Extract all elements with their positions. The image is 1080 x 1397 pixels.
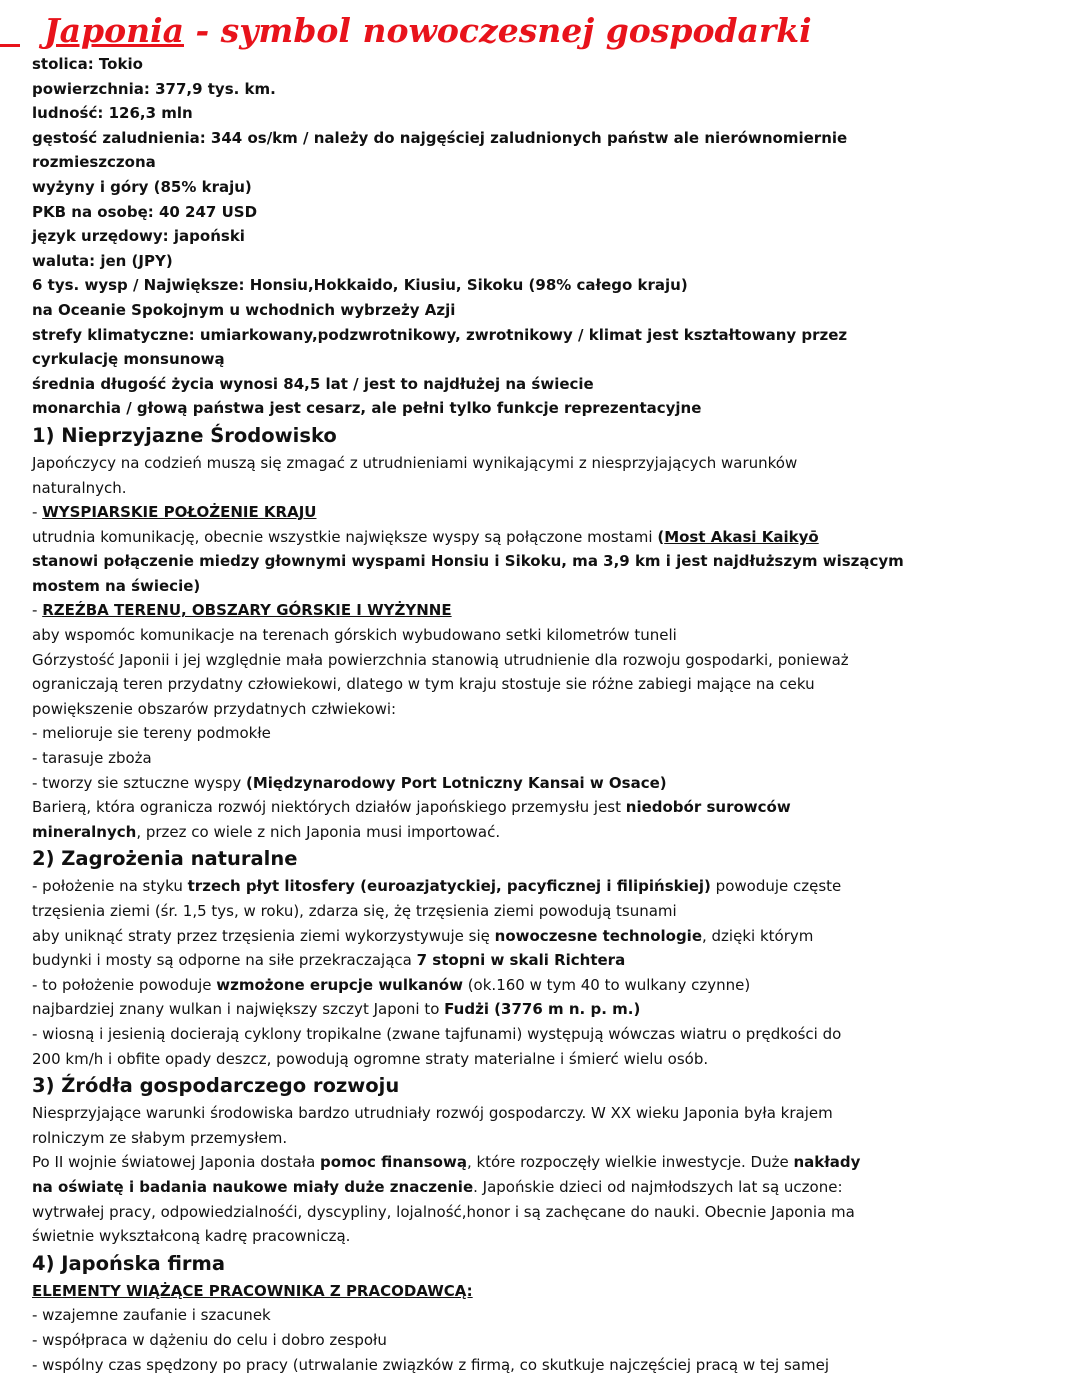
fact-line: 6 tys. wysp / Największe: Honsiu,Hokkaido, Kiusiu, Sikoku (98% całego kraju): [32, 276, 688, 295]
paragraph-line: aby wspomóc komunikacje na terenach górskich wybudowano setki kilometrów tuneli: [32, 626, 677, 645]
fact-line: język urzędowy: japoński: [32, 227, 245, 246]
paragraph-line: Japończycy na codzień muszą się zmagać z utrudnieniami wynikającymi z niesprzyjających warunków: [32, 453, 798, 472]
paragraph-line: [32, 820, 1052, 845]
paragraph-line: 200 km/h i obfite opady deszcz, powodują ogromne straty materialne i śmierć wielu osób.: [32, 1049, 709, 1068]
paragraph-line: [32, 525, 1052, 550]
text-span: . Japońskie dzieci od najmłodszych lat są uczone:: [473, 1177, 843, 1196]
paragraph-line: [32, 1175, 1052, 1200]
fact-line: średnia długość życia wynosi 84,5 lat / jest to najdłużej na świecie: [32, 374, 594, 393]
text-span: pomoc finansową: [320, 1153, 467, 1172]
subheading-terrain: [32, 598, 1052, 623]
text-span: aby uniknąć straty przez trzęsienia ziemi wykorzystywuje się: [32, 926, 495, 945]
list-item: - melioruje sie tereny podmokłe: [32, 724, 271, 743]
paragraph-line: [32, 1150, 1052, 1175]
bridge-name: Most Akasi Kaikyō: [664, 527, 819, 546]
text-span: nakłady: [793, 1153, 861, 1172]
paragraph-line: trzęsienia ziemi (śr. 1,5 tys, w roku), zdarza się, żę trzęsienia ziemi powodują tsunami: [32, 902, 677, 920]
text-span: trzech płyt litosfery (euroazjatyckiej, pacyficznej i filipińskiej): [187, 877, 711, 896]
subheading-employee-bonds: ELEMENTY WIĄŻĄCE PRACOWNIKA Z PRACODAWCĄ:: [32, 1281, 473, 1300]
text-span: Barierą, która ogranicza rozwój niektórych działów japońskiego przemysłu jest: [32, 798, 626, 817]
document-body: [32, 52, 1052, 1377]
title-rest: - symbol nowoczesnej gospodarki: [184, 11, 812, 50]
paragraph-line: ograniczają teren przydatny człowiekowi, dlatego w tym kraju stostuje sie różne zabiegi mające na ceku: [32, 675, 815, 694]
fact-line: waluta: jen (JPY): [32, 251, 173, 270]
paragraph-line: [32, 997, 1052, 1022]
page-title: [44, 8, 812, 54]
paragraph-line: powiększenie obszarów przydatnych człwiekowi:: [32, 699, 397, 718]
paragraph-line: [32, 795, 1052, 820]
text-span: mineralnych: [32, 822, 137, 841]
fact-line: rozmieszczona: [32, 153, 156, 172]
paragraph-line: Górzystość Japonii i jej względnie mała powierzchnia stanowią utrudnienie dla rozwoju gospodarki, ponieważ: [32, 650, 849, 669]
paragraph-line: świetnie wykształconą kadrę pracowniczą.: [32, 1227, 351, 1246]
paragraph-line: Niesprzyjające warunki środowiska bardzo utrudniały rozwój gospodarczy. W XX wieku Japonia była krajem: [32, 1104, 833, 1123]
text-span: - położenie na styku: [32, 877, 188, 896]
text-span: budynki i mosty są odporne na siłe przekraczająca: [32, 951, 417, 970]
paragraph-line: [32, 948, 1052, 973]
paragraph-line: wytrwałej pracy, odpowiedzialnośći, dyscypliny, lojalność,honor i są zachęcane do nauki. Obecnie Japonia ma: [32, 1202, 855, 1221]
paragraph-line: [32, 924, 1052, 949]
dash: -: [32, 503, 43, 522]
text-span: najbardziej znany wulkan i największy szczyt Japoni to: [32, 1000, 445, 1019]
text-span: niedobór surowców: [625, 798, 791, 817]
text-span: utrudnia komunikację, obecnie wszystkie największe wyspy są połączone mostami: [32, 527, 658, 546]
text-span: (Międzynarodowy Port Lotniczny Kansai w Osace): [246, 773, 667, 792]
subheading-text: WYSPIARSKIE POŁOŻENIE KRAJU: [42, 503, 317, 522]
text-span: - tworzy sie sztuczne wyspy: [32, 773, 246, 792]
text-span: Po II wojnie światowej Japonia dostała: [32, 1153, 321, 1172]
red-margin-line: [0, 44, 20, 47]
dash: -: [32, 601, 43, 620]
paragraph-line: - wiosną i jesienią docierają cyklony tropikalne (zwane tajfunami) występują wówczas wiatru o prędkości do: [32, 1024, 842, 1043]
list-item: - wspólny czas spędzony po pracy (utrwalanie związków z firmą, co skutkuje najczęściej pracą w tej samej: [32, 1355, 829, 1374]
text-span: wzmożone erupcje wulkanów: [216, 975, 463, 994]
fact-line: stolica: Tokio: [32, 55, 143, 73]
fact-line: cyrkulację monsunową: [32, 350, 225, 369]
paragraph-line: stanowi połączenie miedzy głownymi wyspami Honsiu i Sikoku, ma 3,9 km i jest najdłuższym wiszącym: [32, 552, 904, 571]
text-span: (: [657, 527, 665, 546]
fact-line: wyżyny i góry (85% kraju): [32, 177, 252, 196]
section-heading-japanese-company: 4) Japońska firma: [32, 1251, 225, 1275]
paragraph-line: rolniczym ze słabym przemysłem.: [32, 1128, 288, 1147]
text-span: (ok.160 w tym 40 to wulkany czynne): [462, 975, 751, 994]
fact-line: PKB na osobę: 40 247 USD: [32, 202, 258, 221]
text-span: - to położenie powoduje: [32, 975, 217, 994]
list-item: - tarasuje zboża: [32, 749, 152, 768]
paragraph-line: [32, 973, 1052, 998]
paragraph-line: naturalnych.: [32, 478, 127, 497]
fact-line: powierzchnia: 377,9 tys. km.: [32, 79, 276, 98]
text-span: nowoczesne technologie: [494, 926, 702, 945]
paragraph-line: mostem na świecie): [32, 576, 201, 595]
text-span: , przez co wiele z nich Japonia musi importować.: [136, 822, 501, 841]
subheading-text: RZEŹBA TERENU, OBSZARY GÓRSKIE I WYŻYNNE: [42, 601, 452, 620]
text-span: Fudżi (3776 m n. p. m.): [444, 1000, 641, 1019]
fact-line: strefy klimatyczne: umiarkowany,podzwrotnikowy, zwrotnikowy / klimat jest kształtowany przez: [32, 325, 848, 344]
section-heading-economic-growth: 3) Źródła gospodarczego rozwoju: [32, 1074, 400, 1098]
text-span: na oświatę i badania naukowe miały duże znaczenie: [32, 1177, 474, 1196]
section-heading-environment: 1) Nieprzyjazne Środowisko: [32, 423, 337, 447]
text-span: , które rozpoczęły wielkie inwestycje. Duże: [466, 1153, 794, 1172]
section-heading-natural-hazards: 2) Zagrożenia naturalne: [32, 847, 298, 871]
fact-line: monarchia / głową państwa jest cesarz, ale pełni tylko funkcje reprezentacyjne: [32, 399, 702, 418]
text-span: powoduje częste: [710, 877, 842, 896]
list-item: - wzajemne zaufanie i szacunek: [32, 1306, 271, 1325]
text-span: , dzięki którym: [702, 926, 814, 945]
paragraph-line: [32, 874, 1052, 899]
fact-line: na Oceanie Spokojnym u wchodnich wybrzeży Azji: [32, 300, 456, 319]
list-item: [32, 771, 1052, 796]
subheading-island-location: [32, 500, 1052, 525]
title-country: Japonia: [44, 11, 184, 50]
text-span: 7 stopni w skali Richtera: [416, 951, 626, 970]
fact-line: ludność: 126,3 mln: [32, 104, 193, 123]
facts-list: [32, 52, 1052, 421]
fact-line: gęstość zaludnienia: 344 os/km / należy do najgęściej zaludnionych państw ale nierównomiernie: [32, 128, 848, 147]
list-item: - współpraca w dążeniu do celu i dobro zespołu: [32, 1330, 387, 1349]
